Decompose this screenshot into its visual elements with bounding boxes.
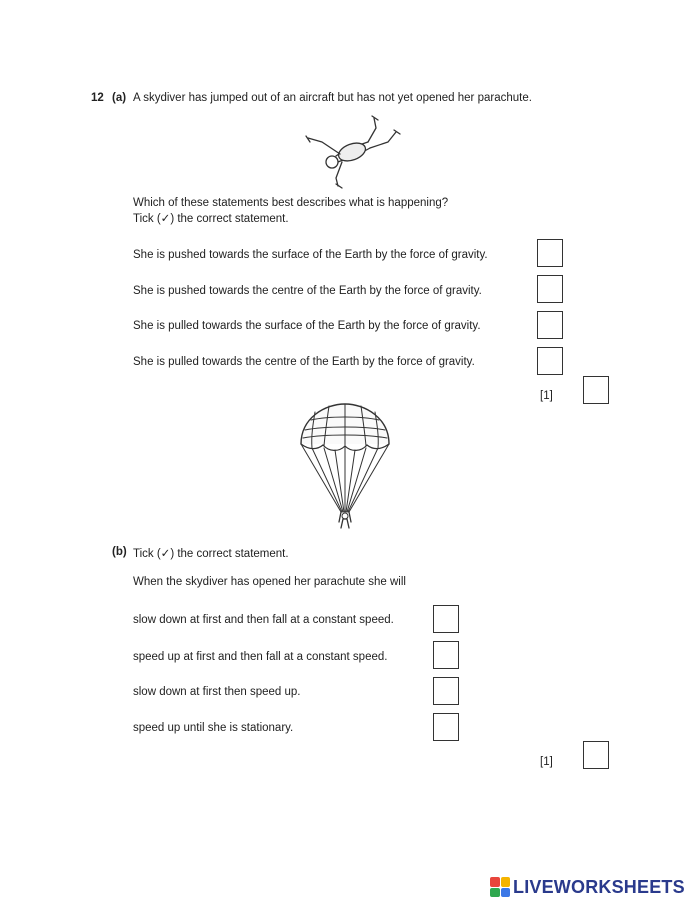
part-a-option-1-checkbox[interactable] [537, 239, 563, 267]
part-b-option-4-checkbox[interactable] [433, 713, 459, 741]
part-a-stem: A skydiver has jumped out of an aircraft but has not yet opened her parachute. [133, 92, 532, 104]
part-a-instruction: Tick (✓) the correct statement. [133, 213, 289, 225]
part-a-prompt: Which of these statements best describes what is happening? [133, 197, 449, 209]
part-a-marks: [1] [540, 390, 553, 402]
part-a-option-1: She is pushed towards the surface of the Earth by the force of gravity. [133, 249, 488, 261]
part-a-option-4: She is pulled towards the centre of the Earth by the force of gravity. [133, 356, 475, 368]
part-a-option-4-checkbox[interactable] [537, 347, 563, 375]
part-b-option-4: speed up until she is stationary. [133, 722, 294, 734]
brand-name: LIVEWORKSHEETS [513, 876, 685, 897]
skydiver-illustration [296, 112, 406, 192]
logo-square-3 [490, 888, 500, 898]
logo-square-1 [490, 877, 500, 887]
part-b-option-3-checkbox[interactable] [433, 677, 459, 705]
part-a-option-3: She is pulled towards the surface of the Earth by the force of gravity. [133, 320, 481, 332]
part-a-label: (a) [112, 92, 127, 104]
parachute-illustration [295, 400, 395, 530]
part-a-option-2: She is pushed towards the centre of the Earth by the force of gravity. [133, 285, 482, 297]
part-b-option-1-checkbox[interactable] [433, 605, 459, 633]
part-a-mark-box[interactable] [583, 376, 609, 404]
logo-square-4 [501, 888, 511, 898]
part-b-option-3: slow down at first then speed up. [133, 686, 301, 698]
part-b-stem: When the skydiver has opened her parachute she will [133, 576, 406, 588]
part-b-option-2-checkbox[interactable] [433, 641, 459, 669]
part-b-marks: [1] [540, 756, 553, 768]
question-number: 12 [91, 92, 104, 104]
part-b-option-1: slow down at first and then fall at a constant speed. [133, 614, 394, 626]
part-a-option-2-checkbox[interactable] [537, 275, 563, 303]
part-a-option-3-checkbox[interactable] [537, 311, 563, 339]
part-b-option-2: speed up at first and then fall at a constant speed. [133, 651, 388, 663]
liveworksheets-logo-icon [490, 877, 510, 897]
logo-square-2 [501, 877, 511, 887]
part-b-mark-box[interactable] [583, 741, 609, 769]
part-b-label: (b) [112, 546, 127, 558]
liveworksheets-brand [490, 876, 685, 898]
part-b-instruction: Tick (✓) the correct statement. [133, 548, 289, 560]
